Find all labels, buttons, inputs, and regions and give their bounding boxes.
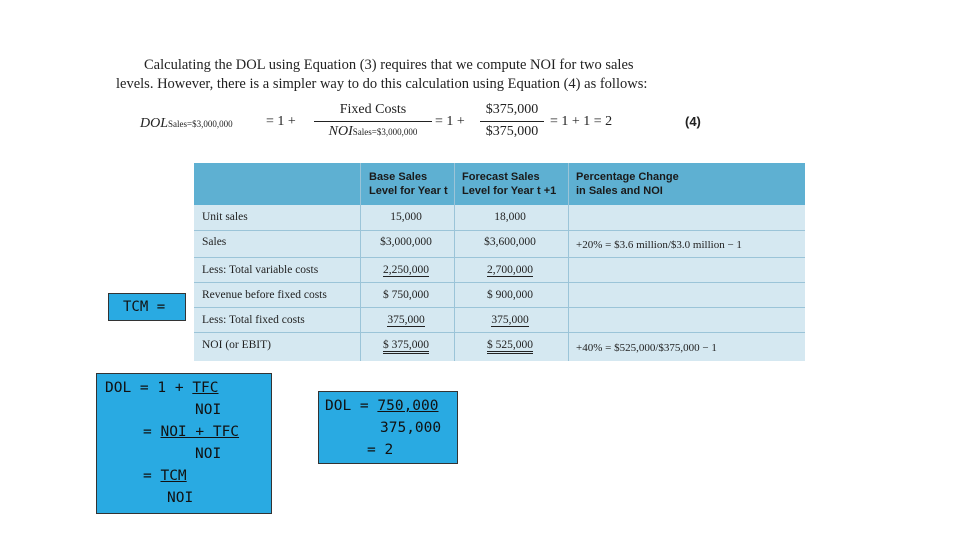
base-value: $3,000,000 bbox=[380, 236, 432, 248]
equation-number: (4) bbox=[685, 114, 701, 129]
header-base-line-2: Level for Year t bbox=[369, 185, 448, 197]
table-header bbox=[194, 163, 805, 205]
dol-subscript: Sales=$3,000,000 bbox=[168, 119, 233, 129]
row-label: NOI (or EBIT) bbox=[202, 339, 271, 351]
dol-equation bbox=[140, 100, 720, 148]
fraction-values bbox=[480, 102, 544, 140]
dol-calculation-box bbox=[318, 391, 458, 464]
row-divider bbox=[194, 257, 805, 258]
fraction-fixed-costs bbox=[314, 102, 432, 140]
formula-numerator: TFC bbox=[192, 380, 219, 396]
forecast-value bbox=[454, 339, 566, 351]
base-value bbox=[360, 264, 452, 276]
header-percentage-change bbox=[576, 170, 679, 198]
row-label: Sales bbox=[202, 236, 227, 248]
intro-line-2: levels. However, there is a simpler way to do this calculation using Equation (4) as follows: bbox=[116, 76, 648, 92]
pct-change: +40% = $525,000/$375,000 − 1 bbox=[576, 342, 717, 354]
dol-formula-box bbox=[96, 373, 272, 514]
equation-op-1: = 1 + bbox=[266, 114, 296, 129]
fraction-2-denominator: $375,000 bbox=[485, 124, 539, 139]
formula-line-6: NOI bbox=[167, 490, 194, 506]
forecast-value: 18,000 bbox=[494, 211, 526, 223]
fraction-1-numerator: Fixed Costs bbox=[314, 102, 432, 122]
base-value bbox=[360, 339, 452, 351]
table-row bbox=[194, 231, 805, 256]
forecast-value-text: 2,700,000 bbox=[487, 264, 533, 276]
header-forecast-line-2: Level for Year t +1 bbox=[462, 185, 557, 197]
row-label: Unit sales bbox=[202, 211, 248, 223]
table-row bbox=[194, 284, 805, 309]
base-value bbox=[360, 314, 452, 326]
formula-text: DOL = 1 + bbox=[105, 380, 193, 396]
sales-noi-table bbox=[194, 163, 805, 361]
formula-line-1 bbox=[105, 378, 219, 400]
formula-text: = bbox=[143, 424, 161, 440]
noi-subscript: Sales=$3,000,000 bbox=[352, 127, 418, 137]
pct-change: +20% = $3.6 million/$3.0 million − 1 bbox=[576, 239, 742, 251]
table-row bbox=[194, 309, 805, 334]
forecast-value-text: 375,000 bbox=[491, 314, 529, 326]
header-forecast-line-1: Forecast Sales bbox=[462, 171, 540, 183]
table-row bbox=[194, 259, 805, 284]
row-label: Revenue before fixed costs bbox=[202, 289, 327, 301]
table-row bbox=[194, 206, 805, 231]
forecast-value: $3,600,000 bbox=[484, 236, 536, 248]
forecast-value bbox=[454, 314, 566, 326]
forecast-value: $ 900,000 bbox=[487, 289, 533, 301]
header-forecast-sales bbox=[462, 170, 556, 198]
base-value-text: 2,250,000 bbox=[383, 264, 429, 276]
row-label: Less: Total fixed costs bbox=[202, 314, 305, 326]
base-value-text: 375,000 bbox=[387, 314, 425, 326]
formula-line-2: NOI bbox=[195, 402, 222, 418]
header-pct-line-1: Percentage Change bbox=[576, 171, 679, 183]
header-base-sales bbox=[369, 170, 448, 198]
formula-text: = bbox=[143, 468, 161, 484]
formula-numerator: NOI + TFC bbox=[160, 424, 240, 440]
table-row bbox=[194, 334, 805, 359]
fraction-1-denominator bbox=[314, 122, 432, 140]
forecast-value-text: $ 525,000 bbox=[487, 339, 533, 354]
equation-result: = 1 + 1 = 2 bbox=[550, 114, 613, 129]
intro-paragraph bbox=[116, 56, 716, 94]
calc-numerator: 750,000 bbox=[377, 398, 439, 414]
formula-numerator: TCM bbox=[160, 468, 187, 484]
calc-text: DOL = bbox=[325, 398, 378, 414]
header-pct-line-2: in Sales and NOI bbox=[576, 185, 663, 197]
tcm-label-box bbox=[108, 293, 186, 321]
fraction-2-numerator: $375,000 bbox=[480, 102, 544, 122]
header-base-line-1: Base Sales bbox=[369, 171, 428, 183]
base-value: $ 750,000 bbox=[383, 289, 429, 301]
base-value: 15,000 bbox=[390, 211, 422, 223]
intro-line-1: Calculating the DOL using Equation (3) requires that we compute NOI for two sales bbox=[144, 57, 634, 73]
equation-lhs bbox=[140, 116, 233, 132]
noi-symbol: NOI bbox=[328, 124, 353, 139]
forecast-value bbox=[454, 264, 566, 276]
formula-line-3 bbox=[143, 422, 239, 444]
base-value-text: $ 375,000 bbox=[383, 339, 429, 354]
calc-line-2: 375,000 bbox=[380, 420, 442, 436]
formula-line-5 bbox=[143, 466, 187, 488]
row-label: Less: Total variable costs bbox=[202, 264, 319, 276]
calc-line-3: = 2 bbox=[367, 442, 394, 458]
tcm-label: TCM = bbox=[123, 299, 166, 315]
calc-line-1 bbox=[325, 396, 439, 418]
formula-line-4: NOI bbox=[195, 446, 222, 462]
equation-op-2: = 1 + bbox=[435, 114, 465, 129]
dol-symbol: DOL bbox=[140, 116, 169, 131]
